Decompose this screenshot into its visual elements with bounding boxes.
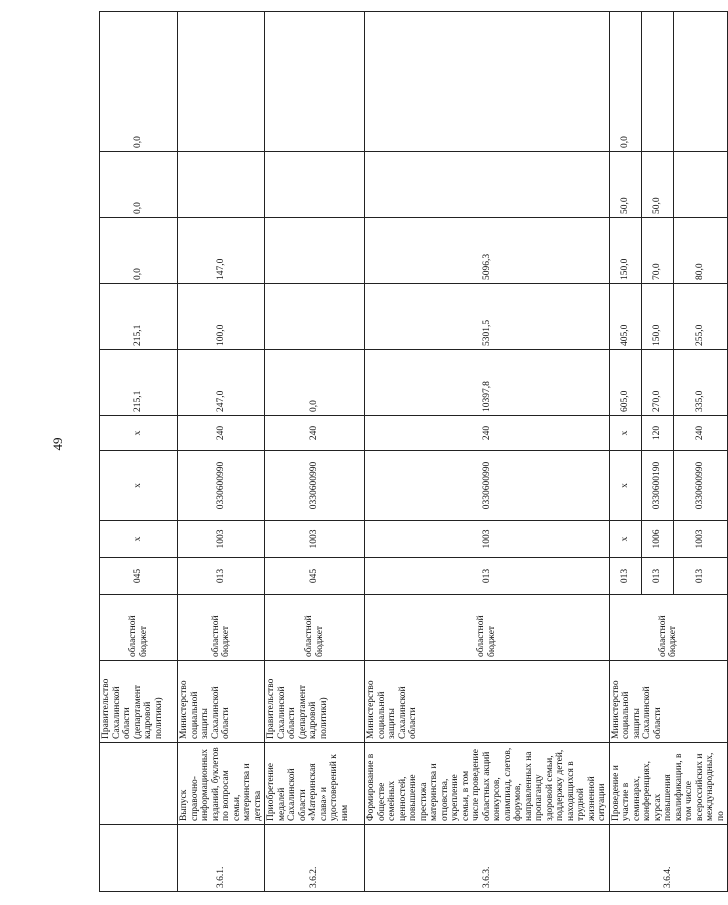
grbs-cell: 013 xyxy=(641,558,673,595)
measure-name-cell: Проведение и участие в семинарах, конференциях, курсах повышения квалификации, в том числе всероссийских и международных, по xyxy=(609,743,728,825)
budget-table xyxy=(99,11,728,892)
amount-year-2-cell: 0,0 xyxy=(100,218,178,284)
amount-year-3-cell xyxy=(265,152,365,218)
target-article-cell: 0330600990 xyxy=(673,451,727,521)
amount-year-2-cell: 70,0 xyxy=(641,218,673,284)
amount-year-2-cell: 80,0 xyxy=(673,218,727,284)
rotated-table-wrapper xyxy=(99,12,726,892)
total-amount-cell: 270,0 xyxy=(641,350,673,416)
target-article-cell: x xyxy=(609,451,641,521)
amount-year-3-cell xyxy=(365,152,610,218)
amount-year-4-cell: 0,0 xyxy=(100,12,178,152)
amount-year-4-cell xyxy=(641,12,673,152)
grbs-cell: 013 xyxy=(673,558,727,595)
total-amount-cell: 247,0 xyxy=(178,350,265,416)
amount-year-2-cell xyxy=(265,218,365,284)
amount-year-1-cell: 215,1 xyxy=(100,284,178,350)
row-number-cell: 3.6.1. xyxy=(178,825,265,892)
grbs-cell: 045 xyxy=(100,558,178,595)
section-code-cell: x xyxy=(100,521,178,558)
amount-year-1-cell: 405,0 xyxy=(609,284,641,350)
executor-cell: Министерство социальной защиты Сахалинской области xyxy=(178,661,265,743)
executor-cell: Министерство социальной защиты Сахалинской области xyxy=(609,661,728,743)
row-number-cell: 3.6.2. xyxy=(265,825,365,892)
funding-source-cell: областной бюджет xyxy=(178,595,265,661)
measure-name-cell: Выпуск справочно-информационных изданий, буклетов по вопросам семьи, материнства и детства xyxy=(178,743,265,825)
section-code-cell: 1003 xyxy=(673,521,727,558)
amount-year-3-cell xyxy=(178,152,265,218)
table-row xyxy=(178,12,265,892)
grbs-cell: 013 xyxy=(609,558,641,595)
table-row xyxy=(265,12,365,892)
amount-year-2-cell: 5096,3 xyxy=(365,218,610,284)
amount-year-3-cell xyxy=(673,152,727,218)
table-row xyxy=(365,12,610,892)
total-amount-cell: 0,0 xyxy=(265,350,365,416)
section-code-cell: 1006 xyxy=(641,521,673,558)
section-code-cell: 1003 xyxy=(265,521,365,558)
section-code-cell: x xyxy=(609,521,641,558)
amount-year-1-cell: 255,0 xyxy=(673,284,727,350)
total-amount-cell: 10397,8 xyxy=(365,350,610,416)
target-article-cell: x xyxy=(100,451,178,521)
measure-name-cell: Формирование в обществе семейных ценностей, повышение престижа материнства и отцовства, укрепление семьи, в том числе проведение областных акций конкурсов, олимпиад, слетов, форумов, направленных на пропаганду здоровой семьи, поддержку детей, находящихся в трудной жизненной ситуации xyxy=(365,743,610,825)
grbs-cell: 013 xyxy=(365,558,610,595)
measure-name-cell xyxy=(100,743,178,825)
expense-type-cell: 240 xyxy=(178,416,265,451)
amount-year-4-cell xyxy=(178,12,265,152)
expense-type-cell: x xyxy=(100,416,178,451)
executor-cell: Правительство Сахалинской области (департамент кадровой политики) xyxy=(100,661,178,743)
amount-year-3-cell: 0,0 xyxy=(100,152,178,218)
row-number-cell xyxy=(100,825,178,892)
grbs-cell: 013 xyxy=(178,558,265,595)
funding-source-cell: областной бюджет xyxy=(265,595,365,661)
funding-source-cell: областной бюджет xyxy=(609,595,728,661)
grbs-cell: 045 xyxy=(265,558,365,595)
section-code-cell: 1003 xyxy=(178,521,265,558)
expense-type-cell: 240 xyxy=(673,416,727,451)
target-article-cell: 0330600990 xyxy=(265,451,365,521)
amount-year-4-cell xyxy=(365,12,610,152)
expense-type-cell: 120 xyxy=(641,416,673,451)
executor-cell: Правительство Сахалинской области (департамент кадровой политики) xyxy=(265,661,365,743)
amount-year-1-cell xyxy=(265,284,365,350)
amount-year-4-cell xyxy=(673,12,727,152)
section-code-cell: 1003 xyxy=(365,521,610,558)
amount-year-3-cell: 50,0 xyxy=(609,152,641,218)
row-number-cell: 3.6.3. xyxy=(365,825,610,892)
target-article-cell: 0330600190 xyxy=(641,451,673,521)
target-article-cell: 0330600990 xyxy=(178,451,265,521)
amount-year-4-cell: 0,0 xyxy=(609,12,641,152)
amount-year-1-cell: 5301,5 xyxy=(365,284,610,350)
total-amount-cell: 335,0 xyxy=(673,350,727,416)
amount-year-1-cell: 100,0 xyxy=(178,284,265,350)
total-amount-cell: 215,1 xyxy=(100,350,178,416)
executor-cell: Министерство социальной защиты Сахалинской области xyxy=(365,661,610,743)
funding-source-cell: областной бюджет xyxy=(100,595,178,661)
funding-source-cell: областной бюджет xyxy=(365,595,610,661)
page-number: 49 xyxy=(50,437,65,451)
amount-year-2-cell: 150,0 xyxy=(609,218,641,284)
table-row xyxy=(100,12,178,892)
total-amount-cell: 605,0 xyxy=(609,350,641,416)
measure-name-cell: Приобретение медалей Сахалинской области «Материнская слава» и удостоверений к ним xyxy=(265,743,365,825)
amount-year-3-cell: 50,0 xyxy=(641,152,673,218)
amount-year-1-cell: 150,0 xyxy=(641,284,673,350)
table-row xyxy=(609,12,641,892)
amount-year-2-cell: 147,0 xyxy=(178,218,265,284)
row-number-cell: 3.6.4. xyxy=(609,825,728,892)
amount-year-4-cell xyxy=(265,12,365,152)
expense-type-cell: x xyxy=(609,416,641,451)
expense-type-cell: 240 xyxy=(365,416,610,451)
expense-type-cell: 240 xyxy=(265,416,365,451)
target-article-cell: 0330600990 xyxy=(365,451,610,521)
